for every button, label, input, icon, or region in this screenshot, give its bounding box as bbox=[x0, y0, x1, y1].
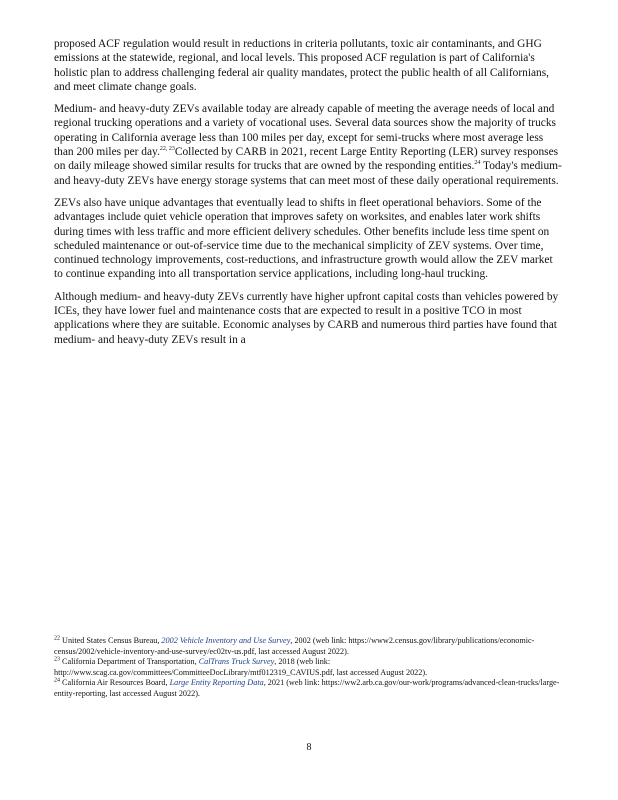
paragraph-text: proposed ACF regulation would result in reductions in criteria pollutants, toxic air contaminants, and GHG emissions at the statewide, regional, and local levels. This proposed ACF regulation is part of California's holistic plan to address challenging federal air quality mandates, protect the public health of all Californians, and meet climate change goals. bbox=[54, 38, 550, 93]
footnote-source-title: Large Entity Reporting Data bbox=[169, 678, 264, 688]
paragraph-4 bbox=[54, 290, 562, 347]
paragraph-text: Today's medium- and heavy-duty ZEVs have energy storage systems that can meet most of these daily operational requirements. bbox=[54, 160, 562, 187]
paragraph-1 bbox=[54, 37, 562, 94]
body-text bbox=[54, 37, 562, 355]
footnote-23 bbox=[54, 657, 562, 678]
paragraph-2 bbox=[54, 102, 562, 188]
footnote-text: United States Census Bureau, bbox=[62, 636, 162, 645]
footnote-text: , 2002 (web link: https://www2.census.gov/library/publications/economic-census/2002/vehicle-inventory-and-use-survey/ec02tv-us.pdf, last accessed August 2022). bbox=[54, 636, 535, 656]
paragraph-text: Collected by CARB in 2021, recent Large Entity Reporting (LER) survey responses on daily mileage showed similar results for trucks that are owned by the responding entities. bbox=[54, 146, 559, 173]
footnote-text: , 2021 (web link: https://ww2.arb.ca.gov/our-work/programs/advanced-clean-trucks/large-entity-reporting, last accessed August 2022). bbox=[54, 678, 560, 698]
paragraph-text: Although medium- and heavy-duty ZEVs currently have higher upfront capital costs than vehicles powered by ICEs, they have lower fuel and maintenance costs that are expected to result in a positive TCO in most applications where they are suitable. Economic analyses by CARB and numerous third parties have found that medium- and heavy-duty ZEVs result in a bbox=[54, 290, 559, 346]
paragraph-3 bbox=[54, 196, 562, 282]
footnote-text: California Department of Transportation, bbox=[62, 657, 199, 667]
page-number: 8 bbox=[306, 742, 312, 753]
footnote-text: , 2018 (web link: http://www.scag.ca.gov/committees/CommitteeDocLibrary/mtf012319_CAVIUS.pdf, last accessed August 2022). bbox=[54, 657, 428, 677]
paragraph-text: ZEVs also have unique advantages that eventually lead to shifts in fleet operational behaviors. Some of the advantages include quiet vehicle operation that improves safety on worksites, and enables later work shifts during times with less traffic and more efficient delivery schedules. Other benefits include less time spent on scheduled maintenance or out-of-service time due to the mechanical simplicity of ZEV systems. Over time, continued technology improvements, cost-reductions, and infrastructure growth would allow the ZEV market to continue expanding into all transportation service applications, including long-haul trucking. bbox=[54, 196, 553, 281]
footnote-24 bbox=[54, 678, 562, 699]
footnote-text: California Air Resources Board, bbox=[62, 678, 170, 688]
footnotes bbox=[54, 636, 562, 700]
footnote-ref[interactable]: 24 bbox=[474, 160, 481, 167]
footnote-number: 24 bbox=[54, 677, 60, 684]
footnote-22 bbox=[54, 636, 562, 657]
paragraph-text: Medium- and heavy-duty ZEVs available today are already capable of meeting the average needs of local and regional trucking operations and a variety of vocational uses. Several data sources show the majority of trucks operating in California average less than 100 miles per day, except for semi-trucks where most average less than 200 miles per day. bbox=[54, 103, 556, 159]
footnote-ref[interactable]: 22, 23 bbox=[159, 146, 175, 153]
footnote-number: 23 bbox=[54, 656, 60, 663]
footnote-number: 22 bbox=[54, 635, 60, 642]
footnote-source-title: CalTrans Truck Survey bbox=[198, 657, 275, 667]
footnote-source-title: 2002 Vehicle Inventory and Use Survey bbox=[161, 636, 291, 645]
